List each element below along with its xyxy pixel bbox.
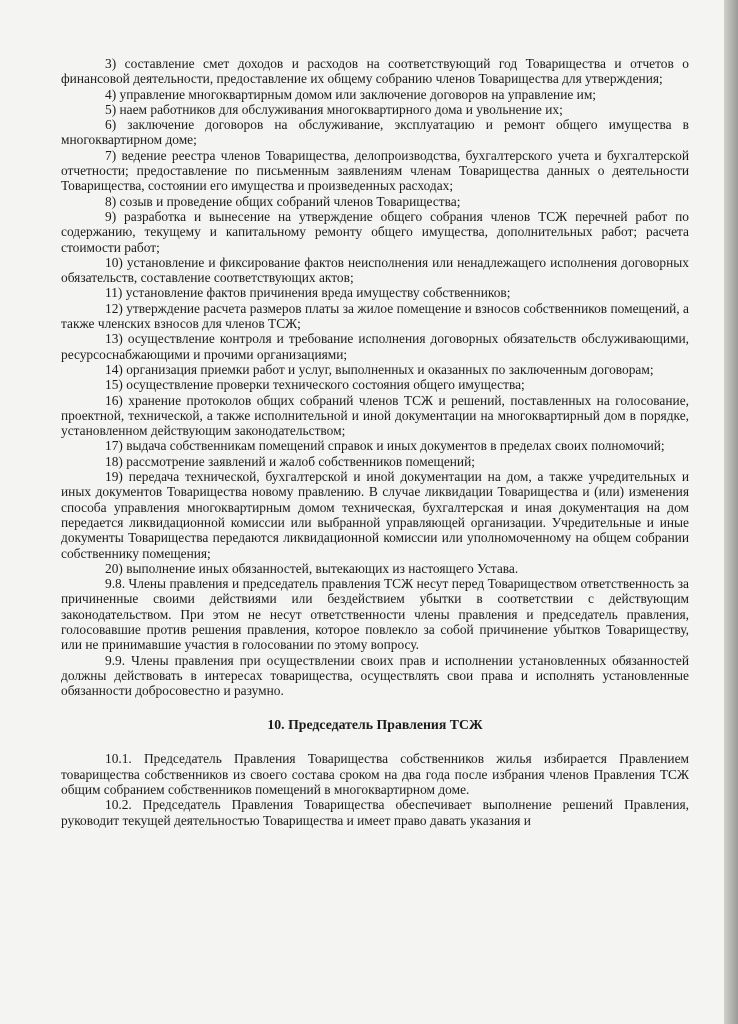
list-item: 16) хранение протоколов общих собраний членов ТСЖ и решений, поставленных на голосование, проектной, технической, а также исполнительной и иной документации на многоквартирный дом в порядке, установленном действующим законодательством; (61, 392, 689, 439)
list-item: 15) осуществление проверки технического состояния общего имущества; (105, 377, 525, 393)
list-item: 5) наем работников для обслуживания многоквартирного дома и увольнение их; (105, 101, 563, 117)
section-heading: 10. Председатель Правления ТСЖ (267, 717, 483, 733)
clause-paragraph: 10.1. Председатель Правления Товарищества собственников жилья избирается Правлением товарищества собственников из своего состава сроком на два года после избрания членов Правления ТСЖ общим собранием собственников помещений в многоквартирном доме. (61, 751, 689, 798)
list-item: 19) передача технической, бухгалтерской и иной документации на дом, а также учредительных и иных документов Товарищества новому правлению. В случае ликвидации Товарищества и (или) изменения способа управления многоквартирным домом техническая, бухгалтерская и иная документация на дом передается ликвидационной комиссии или выбранной управляющей организации. Учредительные и иные документы Товарищества передаются ликвидационной комиссии или уполномоченному на общем собрании собственнику помещения; (61, 469, 689, 561)
document-body (61, 56, 689, 828)
list-item: 9) разработка и вынесение на утверждение общего собрания членов ТСЖ перечней работ по содержанию, текущему и капитальному ремонту общего имущества, дополнительных работ; расчета стоимости работ; (61, 208, 689, 255)
list-item: 20) выполнение иных обязанностей, вытекающих из настоящего Устава. (105, 560, 519, 576)
list-item: 11) установление фактов причинения вреда имуществу собственников; (105, 285, 511, 301)
clause-paragraph: 10.2. Председатель Правления Товарищества обеспечивает выполнение решений Правления, руководит текущей деятельностью Товарищества и имеет право давать указания и (61, 797, 689, 828)
clause-paragraph: 9.9. Члены правления при осуществлении своих прав и исполнении установленных обязанностей должны действовать в интересах товарищества, осуществлять свои права и исполнять установленные обязанности добросовестно и разумно. (61, 652, 689, 699)
list-item: 13) осуществление контроля и требование исполнения договорных обязательств обслуживающими, ресурсоснабжающими и прочими организациями; (61, 331, 689, 362)
list-item: 18) рассмотрение заявлений и жалоб собственников помещений; (105, 453, 475, 469)
list-item: 7) ведение реестра членов Товарищества, делопроизводства, бухгалтерского учета и бухгалтерской отчетности; предоставление по письменным заявлениям членам Товарищества данных о деятельности Товарищества, состоянии его имущества и произведенных расходах; (61, 147, 689, 194)
list-item: 8) созыв и проведение общих собраний членов Товарищества; (105, 193, 461, 209)
list-item: 6) заключение договоров на обслуживание, эксплуатацию и ремонт общего имущества в многоквартирном доме; (61, 117, 689, 148)
list-item: 14) организация приемки работ и услуг, выполненных и оказанных по заключенным договорам; (105, 361, 654, 377)
clause-paragraph: 9.8. Члены правления и председатель правления ТСЖ несут перед Товариществом ответственность за причиненные своими действиями или бездействием убытки в соответствии с действующим законодательством. При этом не несут ответственности члены правления и председатель правления, голосовавшие против решения правления, которое повлекло за собой причинение убытков Товариществу, или не принимавшие участия в голосовании по этому вопросу. (61, 576, 689, 653)
page-edge-shadow (724, 0, 738, 1024)
list-item: 12) утверждение расчета размеров платы за жилое помещение и взносов собственников помещений, а также членских взносов для членов ТСЖ; (61, 300, 689, 332)
list-item: 4) управление многоквартирным домом или заключение договоров на управление им; (105, 86, 597, 102)
list-item: 10) установление и фиксирование фактов неисполнения или ненадлежащего исполнения договорных обязательств, составление соответствующих актов; (61, 254, 689, 286)
list-item: 17) выдача собственникам помещений справок и иных документов в пределах своих полномочий; (105, 438, 665, 454)
list-item: 3) составление смет доходов и расходов на соответствующий год Товарищества и отчетов о финансовой деятельности, предоставление их общему собранию членов Товарищества для утверждения; (61, 56, 689, 87)
